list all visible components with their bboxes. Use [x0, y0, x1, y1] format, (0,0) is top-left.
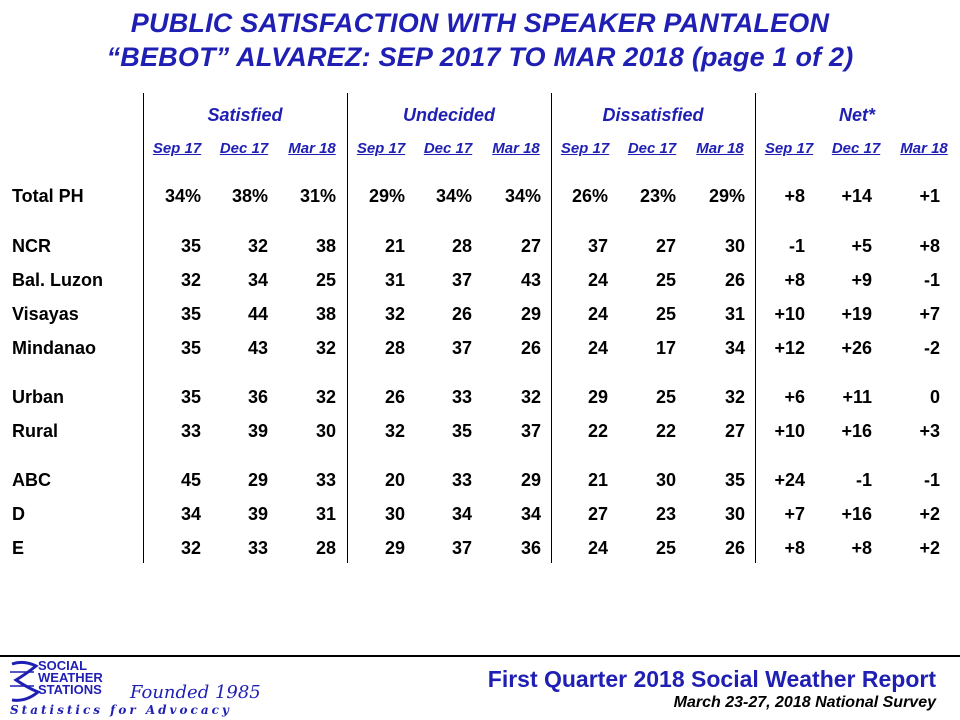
table-cell: 21 [384, 236, 405, 256]
table-cell: 24 [587, 304, 608, 324]
table-cell: 22 [587, 421, 608, 441]
period-header: Sep 17 [764, 140, 814, 157]
row-label: Bal. Luzon [12, 270, 103, 290]
table-cell: -1 [923, 270, 940, 290]
table-cell: 34% [504, 186, 541, 206]
group-header-satisfied: Satisfied [207, 105, 283, 125]
table-cell: 0 [929, 387, 940, 407]
table-cell: 26 [451, 304, 472, 324]
table-cell: 24 [587, 338, 608, 358]
table-cell: 25 [655, 538, 676, 558]
table-cell: +9 [851, 270, 872, 290]
table-cell: 34% [164, 186, 201, 206]
group-header-dissatisfied: Dissatisfied [602, 105, 704, 125]
logo-tagline: Statistics for Advocacy [10, 703, 232, 717]
table-cell: -1 [855, 470, 872, 490]
table-row [0, 501, 960, 527]
period-header: Sep 17 [356, 140, 406, 157]
table-cell: 23 [655, 504, 676, 524]
table-cell: 27 [655, 236, 676, 256]
table-cell: +8 [851, 538, 872, 558]
row-label: Urban [12, 387, 65, 407]
table-cell: 37 [451, 338, 472, 358]
row-label: ABC [12, 470, 51, 490]
title-line-1: PUBLIC SATISFACTION WITH SPEAKER PANTALEON [130, 8, 830, 38]
period-header: Sep 17 [152, 140, 202, 157]
table-cell: 17 [655, 338, 676, 358]
table-cell: 31% [299, 186, 336, 206]
table-cell: +11 [842, 387, 872, 407]
table-cell: 25 [655, 270, 676, 290]
table-cell: 36 [520, 538, 541, 558]
period-header: Mar 18 [900, 140, 948, 157]
table-cell: +14 [841, 186, 872, 206]
table-cell: 34 [724, 338, 745, 358]
row-label: E [12, 538, 25, 558]
table-cell: 27 [724, 421, 745, 441]
period-header: Dec 17 [423, 140, 473, 157]
table-cell: 34% [435, 186, 472, 206]
table-cell: 32 [180, 270, 201, 290]
table-cell: +3 [919, 421, 940, 441]
table-cell: 29% [708, 186, 745, 206]
table-cell: 32 [520, 387, 541, 407]
period-header: Dec 17 [627, 140, 677, 157]
group-header-net: Net* [838, 105, 875, 125]
table-cell: +8 [784, 186, 805, 206]
table-cell: 32 [724, 387, 745, 407]
table-cell: 25 [315, 270, 336, 290]
period-header: Mar 18 [696, 140, 744, 157]
table-cell: 27 [587, 504, 608, 524]
page-title [0, 6, 960, 74]
table-cell: 26 [520, 338, 541, 358]
table-cell: 35 [180, 387, 201, 407]
table-cell: 31 [724, 304, 745, 324]
table-cell: 31 [315, 504, 336, 524]
table-cell: 32 [315, 387, 336, 407]
table-cell: +1 [919, 186, 940, 206]
table-cell: 29 [247, 470, 268, 490]
table-cell: 21 [587, 470, 608, 490]
table-cell: 33 [315, 470, 336, 490]
table-cell: +8 [784, 270, 805, 290]
table-cell: 29% [368, 186, 405, 206]
table-cell: +7 [784, 504, 805, 524]
table-cell: 37 [587, 236, 608, 256]
table-cell: +16 [841, 421, 872, 441]
table-cell: +2 [919, 538, 940, 558]
table-cell: 34 [520, 504, 541, 524]
table-cell: 33 [451, 470, 472, 490]
table-cell: 26 [724, 538, 745, 558]
report-title: First Quarter 2018 Social Weather Report [487, 666, 936, 692]
table-cell: +24 [774, 470, 805, 490]
table-cell: +8 [784, 538, 805, 558]
table-cell: 22 [655, 421, 676, 441]
table-cell: +8 [919, 236, 940, 256]
table-cell: 39 [247, 421, 268, 441]
table-cell: 26% [571, 186, 608, 206]
row-label: Total PH [12, 186, 84, 206]
table-cell: 37 [520, 421, 541, 441]
table-cell: 25 [655, 387, 676, 407]
table-cell: +16 [841, 504, 872, 524]
table-cell: 30 [315, 421, 336, 441]
period-header: Dec 17 [831, 140, 881, 157]
title-line-2: “BEBOT” ALVAREZ: SEP 2017 TO MAR 2018 (page 1 of 2) [106, 42, 854, 72]
period-header: Mar 18 [492, 140, 540, 157]
table-cell: 34 [451, 504, 472, 524]
table-cell: 38% [231, 186, 268, 206]
table-cell: +19 [841, 304, 872, 324]
table-cell: 33 [451, 387, 472, 407]
table-row [0, 535, 960, 561]
table-cell: +12 [774, 338, 805, 358]
logo-line-weather: WEATHER [38, 670, 103, 685]
table-cell: 36 [247, 387, 268, 407]
table-cell: 30 [655, 470, 676, 490]
table-row [0, 418, 960, 444]
table-cell: +5 [851, 236, 872, 256]
table-cell: 45 [180, 470, 201, 490]
table-cell: 38 [315, 236, 336, 256]
table-cell: 32 [247, 236, 268, 256]
table-cell: 29 [520, 470, 541, 490]
table-cell: 34 [247, 270, 268, 290]
table-cell: 35 [180, 236, 201, 256]
row-label: Visayas [12, 304, 79, 324]
table-row [0, 335, 960, 361]
group-header-undecided: Undecided [402, 105, 495, 125]
table-cell: -2 [923, 338, 940, 358]
table-cell: 29 [587, 387, 608, 407]
table-row [0, 384, 960, 410]
table-cell: 20 [384, 470, 405, 490]
period-header: Mar 18 [288, 140, 336, 157]
row-label: NCR [12, 236, 51, 256]
table-row [0, 183, 960, 209]
table-cell: +2 [919, 504, 940, 524]
table-cell: 24 [587, 538, 608, 558]
table-cell: 37 [451, 270, 472, 290]
table-row [0, 233, 960, 259]
table-cell: 25 [655, 304, 676, 324]
table-cell: 26 [384, 387, 405, 407]
table-cell: 35 [724, 470, 745, 490]
table-cell: 39 [247, 504, 268, 524]
table-cell: 43 [520, 270, 541, 290]
table-cell: 44 [247, 304, 268, 324]
row-label: Mindanao [12, 338, 96, 358]
table-cell: 23% [639, 186, 676, 206]
footer-divider [0, 655, 960, 657]
logo-line-stations: STATIONS [38, 682, 102, 697]
table-cell: 26 [724, 270, 745, 290]
table-cell: +26 [841, 338, 872, 358]
table-row [0, 301, 960, 327]
logo-wordmark [38, 660, 103, 696]
table-cell: -1 [788, 236, 805, 256]
report-subtitle: March 23-27, 2018 National Survey [673, 694, 936, 711]
row-label: D [12, 504, 25, 524]
table-row [0, 267, 960, 293]
table-cell: 38 [315, 304, 336, 324]
table-cell: 29 [520, 304, 541, 324]
table-cell: 43 [247, 338, 268, 358]
table-cell: 31 [384, 270, 405, 290]
table-cell: -1 [923, 470, 940, 490]
period-header: Dec 17 [219, 140, 269, 157]
table-cell: 34 [180, 504, 201, 524]
table-cell: 32 [180, 538, 201, 558]
table-cell: +6 [784, 387, 805, 407]
table-cell: 33 [247, 538, 268, 558]
table-cell: 30 [384, 504, 405, 524]
table-cell: 35 [180, 338, 201, 358]
table-cell: 37 [451, 538, 472, 558]
period-header: Sep 17 [560, 140, 610, 157]
table-cell: 32 [384, 421, 405, 441]
table-cell: 32 [384, 304, 405, 324]
table-cell: 28 [451, 236, 472, 256]
logo-founded: Founded 1985 [130, 682, 261, 703]
table-cell: 30 [724, 236, 745, 256]
table-cell: 32 [315, 338, 336, 358]
row-label: Rural [12, 421, 59, 441]
table-cell: +10 [774, 421, 805, 441]
table-cell: 28 [384, 338, 405, 358]
logo-line-social: SOCIAL [38, 658, 88, 673]
table-cell: +10 [774, 304, 805, 324]
table-cell: +7 [919, 304, 940, 324]
table-cell: 35 [451, 421, 472, 441]
table-cell: 28 [315, 538, 336, 558]
table-cell: 35 [180, 304, 201, 324]
table-cell: 33 [180, 421, 201, 441]
table-row [0, 467, 960, 493]
table-cell: 30 [724, 504, 745, 524]
table-cell: 24 [587, 270, 608, 290]
table-cell: 29 [384, 538, 405, 558]
table-cell: 27 [520, 236, 541, 256]
